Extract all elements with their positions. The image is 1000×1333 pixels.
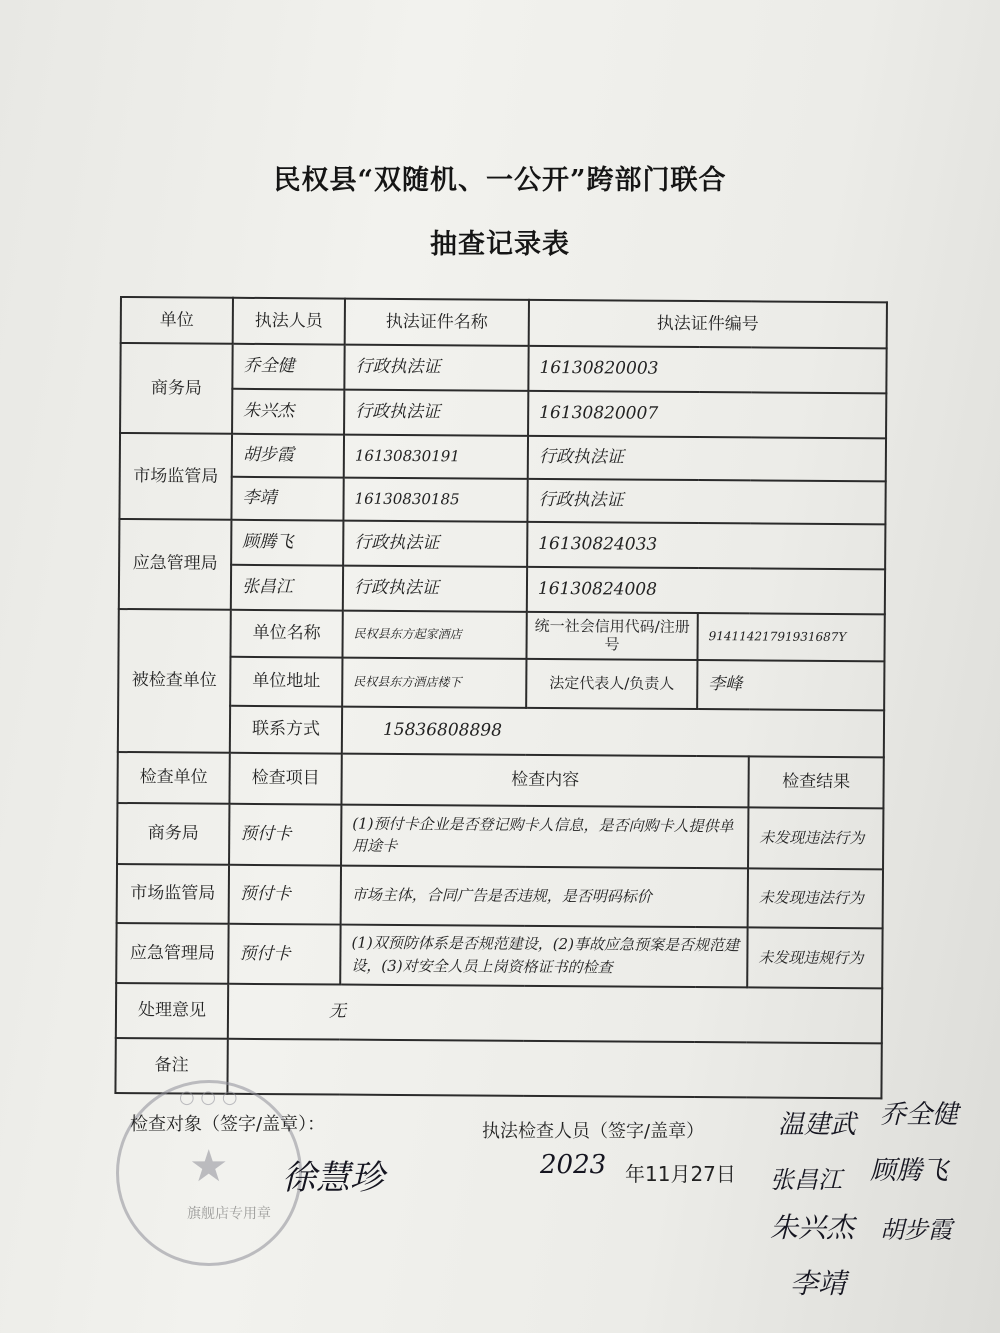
inspection-content-header: 检查内容: [341, 753, 748, 807]
officer-signature: 顾腾飞: [870, 1156, 949, 1186]
inspection-unit: 市场监管局: [117, 864, 229, 924]
unit-address-label: 单位地址: [230, 656, 342, 706]
officer-name: 李靖: [231, 477, 343, 521]
inspection-content: 市场主体，合同广告是否违规，是否明码标价: [341, 866, 748, 928]
agency-name: 商务局: [120, 343, 233, 434]
remarks-value: [227, 1038, 881, 1098]
cert-no: 行政执法证: [528, 436, 886, 481]
inspection-result: 未发现违规行为: [747, 928, 882, 988]
inspected-signature: 徐慧珍: [282, 1158, 384, 1198]
date-year: 2023: [540, 1150, 607, 1180]
inspection-result: 未发现违法行为: [748, 868, 883, 928]
inspection-item-header: 检查项目: [229, 752, 341, 804]
inspected-name-row: [118, 609, 884, 661]
cert-no: 16130824008: [527, 566, 885, 613]
cert-name: 行政执法证: [343, 520, 527, 566]
officer-signature: 温建武: [778, 1110, 857, 1140]
agency-name: 应急管理局: [119, 519, 232, 610]
contact-label: 联系方式: [230, 705, 342, 753]
unit-name-label: 单位名称: [230, 609, 342, 657]
inspection-header-row: [117, 752, 883, 808]
cert-no: 16130820007: [528, 391, 886, 438]
cert-no: 行政执法证: [527, 479, 885, 524]
inspection-unit-header: 检查单位: [117, 752, 229, 804]
unit-name-value: 民权县东方起家酒店: [342, 610, 526, 658]
inspection-result: 未发现违法行为: [748, 807, 883, 869]
seal-star-icon: ★: [189, 1141, 229, 1192]
record-table: [114, 296, 888, 1099]
cert-name: 16130830185: [343, 477, 527, 521]
inspected-sign-label: 检查对象（签字/盖章）：: [130, 1114, 326, 1135]
inspection-item: 预付卡: [229, 803, 341, 865]
officer-row: [120, 343, 886, 393]
officer-row: [119, 564, 885, 614]
officer-name: 乔全健: [232, 344, 344, 390]
officer-row: [119, 519, 885, 569]
cert-name: 行政执法证: [344, 389, 528, 435]
contact-value: 15836808898: [342, 706, 884, 757]
officer-signature: 胡步霞: [880, 1216, 952, 1244]
officer-sign-label: 执法检查人员（签字/盖章）: [482, 1121, 705, 1142]
handling-value: 无: [228, 983, 882, 1043]
inspection-content: (1)双预防体系是否规范建设，(2)事故应急预案是否规范建设，(3)对安全人员上岗资格证书的检查: [340, 925, 747, 987]
officer-row: [119, 476, 885, 524]
form-subtitle: 抽查记录表: [430, 229, 570, 260]
header-officer: 执法人员: [233, 298, 345, 345]
handling-row: [116, 983, 882, 1044]
header-cert-no: 执法证件编号: [529, 300, 887, 348]
credit-code-value: 91411421791931687Y: [697, 613, 884, 661]
inspection-item: 预付卡: [228, 924, 340, 984]
cert-name: 行政执法证: [344, 345, 528, 391]
cert-no: 16130820003: [528, 346, 886, 393]
officer-name: 胡步霞: [232, 434, 344, 478]
inspection-unit: 应急管理局: [116, 923, 228, 983]
officer-name: 张昌江: [231, 564, 343, 610]
header-cert-name: 执法证件名称: [345, 299, 529, 346]
officer-signature: 张昌江: [770, 1166, 842, 1194]
cert-name: 16130830191: [344, 434, 528, 478]
officer-signature: 朱兴杰: [770, 1211, 855, 1244]
credit-code-label: 统一社会信用代码/注册号: [526, 611, 697, 659]
legal-rep-label: 法定代表人/负责人: [526, 658, 697, 708]
officer-name: 朱兴杰: [232, 389, 344, 435]
agency-name: 市场监管局: [119, 433, 232, 520]
remarks-label: 备注: [115, 1038, 227, 1094]
handling-label: 处理意见: [116, 983, 228, 1039]
officer-name: 顾腾飞: [231, 519, 343, 565]
officer-signature: 李靖: [790, 1267, 847, 1300]
inspection-row: [117, 803, 883, 870]
date-rest: 年11月27日: [625, 1162, 736, 1186]
cert-name: 行政执法证: [343, 565, 527, 611]
officer-signature: 乔全健: [880, 1100, 959, 1130]
officer-row: [120, 433, 886, 481]
unit-address-value: 民权县东方酒店楼下: [342, 657, 526, 707]
inspection-row: [116, 923, 882, 988]
seal-top-mark: ○ ○ ○: [179, 1087, 238, 1108]
inspection-content: (1)预付卡企业是否登记购卡人信息，是否向购卡人提供单用途卡: [341, 804, 748, 868]
inspected-label: 被检查单位: [118, 609, 231, 753]
seal-text: 旗舰店专用章: [187, 1206, 271, 1222]
inspection-unit: 商务局: [117, 803, 229, 865]
inspected-contact-row: [118, 705, 884, 757]
header-unit: 单位: [121, 297, 233, 344]
cert-no: 16130824033: [527, 522, 885, 569]
inspected-address-row: [118, 656, 884, 710]
header-row: [121, 297, 887, 348]
inspection-result-header: 检查结果: [748, 756, 883, 808]
officer-row: [120, 388, 886, 438]
form-title: 民权县“双随机、一公开”跨部门联合: [273, 165, 727, 196]
inspection-row: [117, 864, 883, 929]
legal-rep-value: 李峰: [697, 660, 884, 710]
company-seal: [116, 1080, 302, 1266]
inspection-item: 预付卡: [229, 865, 341, 925]
